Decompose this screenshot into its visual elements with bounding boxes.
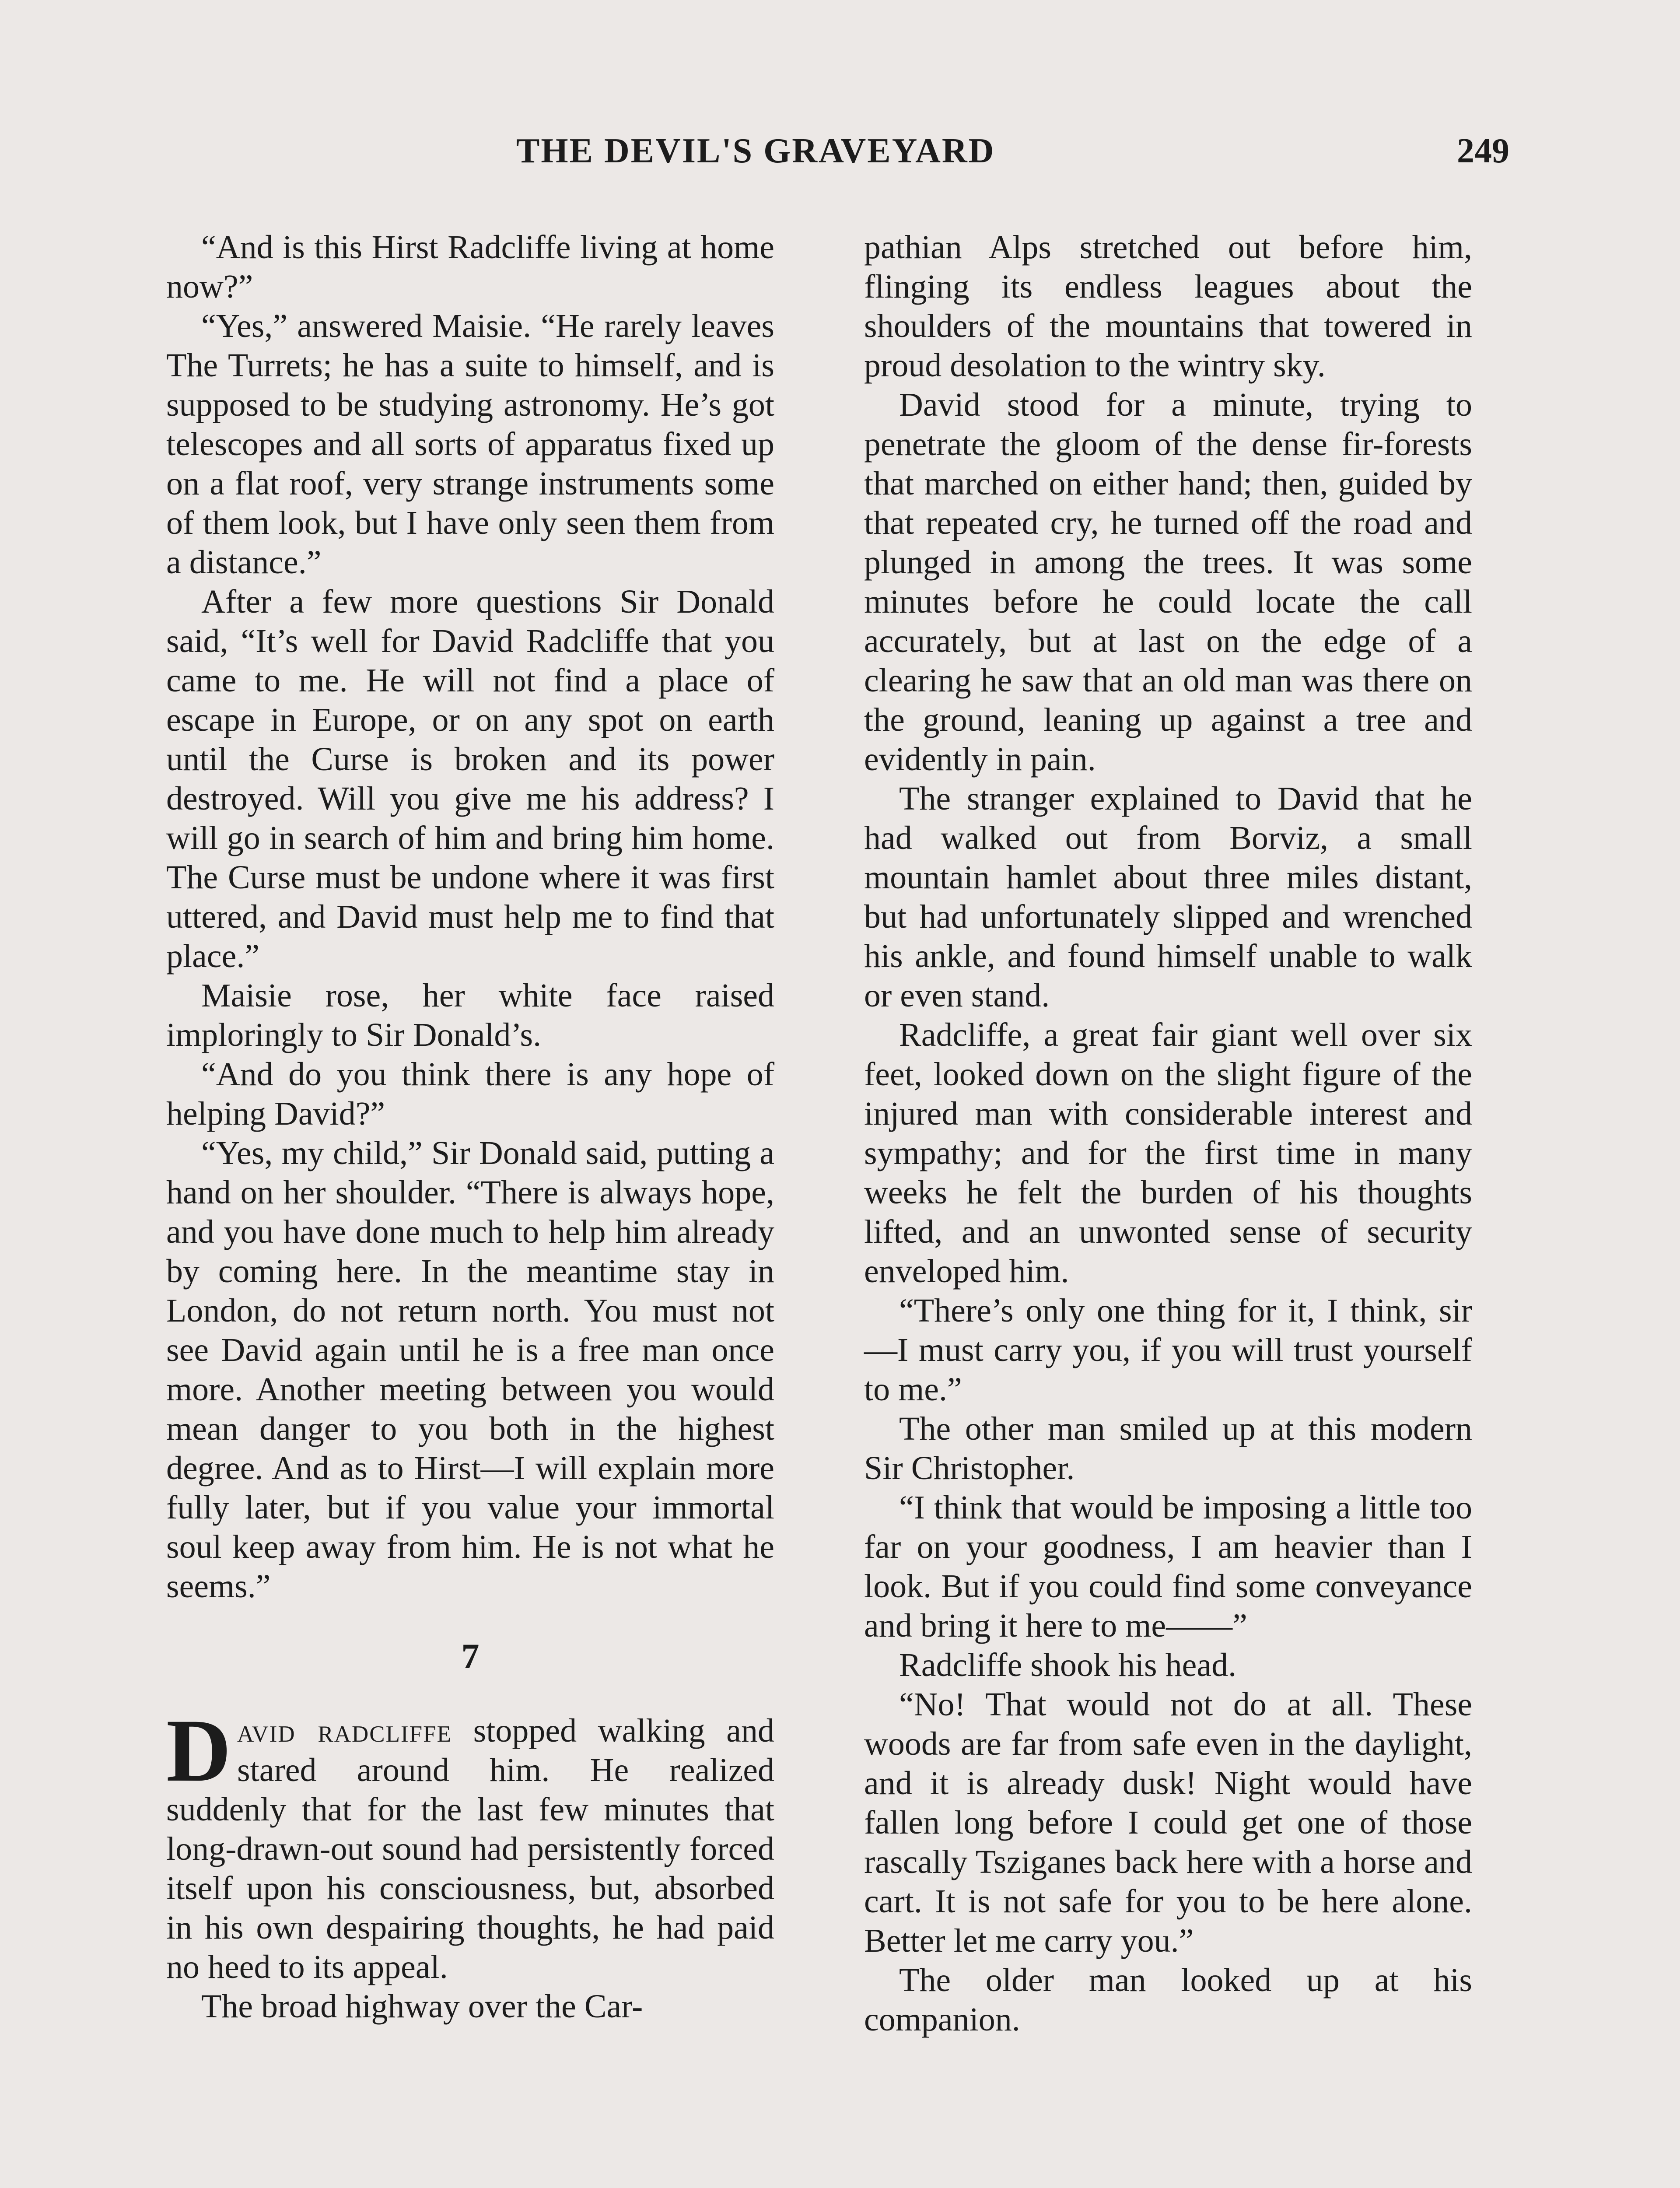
paragraph: “No! That would not do at all. These woods are far from safe even in the daylight, and it is already dusk! Night would have fallen long before I could get one of those rascally Tsziganes back here with a horse and cart. It is not safe for you to be here alone. Better let me carry you.”	[864, 1686, 1472, 1959]
paragraph: Radcliffe shook his head.	[899, 1647, 1237, 1683]
section-opening-paragraph	[166, 1701, 774, 1987]
paragraph: Radcliffe, a great fair giant well over six feet, looked down on the slight figure of the injured man with considerable interest and sympathy; and for the first time in many weeks he felt the burden of his thoughts lifted, and an unwonted sense of security enveloped him.	[864, 1017, 1472, 1290]
paragraph: “And is this Hirst Radcliffe living at home now?”	[166, 229, 774, 305]
paragraph: The older man looked up at his companion.	[864, 1962, 1472, 2038]
section-number: 7	[461, 1636, 480, 1676]
running-head: THE DEVIL'S GRAVEYARD	[516, 132, 995, 170]
page-number: 249	[1457, 132, 1509, 170]
paragraph: After a few more questions Sir Donald said, “It’s well for David Radcliffe that you came to me. He will not find a place of escape in Europe, or on any spot on earth until the Curse is broken and its power destroyed. Will you give me his address? I will go in search of him and bring him home. The Curse must be undone where it was first uttered, and David must help me to find that place.”	[166, 583, 774, 975]
paragraph: David stood for a minute, trying to penetrate the gloom of the dense fir-forests that marched on either hand; then, guided by that repeated cry, he turned off the road and plunged in among the trees. It was some minutes before he could locate the call accurately, but at last on the edge of a clearing he saw that an old man was there on the ground, leaning up against a tree and evidently in pain.	[864, 386, 1472, 778]
paragraph: The broad highway over the Car-	[201, 1988, 643, 2025]
drop-cap: D	[166, 1701, 231, 1800]
paragraph: “Yes, my child,” Sir Donald said, putting a hand on her shoulder. “There is always hope, and you have done much to help him already by coming here. In the meantime stay in London, do not return north. You must not see David again until he is a free man once more. Another meeting between you would mean danger to you both in the highest degree. And as to Hirst—I will explain more fully later, but if you value your immortal soul keep away from him. He is not what he seems.”	[166, 1135, 774, 1605]
continued-paragraph: pathian Alps stretched out before him, flinging its endless leagues about the shoulders of the mountains that towered in proud desolation to the wintry sky.	[864, 229, 1472, 384]
paragraph: “There’s only one thing for it, I think, sir—I must carry you, if you will trust yourself to me.”	[864, 1292, 1472, 1408]
paragraph: “Yes,” answered Maisie. “He rarely leaves The Turrets; he has a suite to himself, and is supposed to be studying astronomy. He’s got telescopes and all sorts of apparatus fixed up on a flat roof, very strange instruments some of them look, but I have only seen them from a distance.”	[166, 308, 774, 581]
paragraph-text: stopped walking and stared around him. He realized suddenly that for the last few minutes that long-drawn-out sound had persistently forced itself upon his consciousness, but, absorbed in his own despairing thoughts, he had paid no heed to its appeal.	[166, 1712, 774, 1985]
right-column	[864, 228, 1472, 2039]
paragraph: “And do you think there is any hope of helping David?”	[166, 1056, 774, 1132]
left-column	[166, 228, 774, 2026]
small-caps-lead: avid radcliffe	[237, 1712, 452, 1749]
paragraph: Maisie rose, her white face raised imploringly to Sir Donald’s.	[166, 977, 774, 1053]
paragraph: The other man smiled up at this modern Sir Christopher.	[864, 1410, 1472, 1487]
paragraph: The stranger explained to David that he had walked out from Borviz, a small mountain hamlet about three miles distant, but had unfortunately slipped and wrenched his ankle, and found himself unable to walk or even stand.	[864, 780, 1472, 1014]
paragraph: “I think that would be imposing a little too far on your goodness, I am heavier than I look. But if you could find some conveyance and bring it here to me——”	[864, 1489, 1472, 1644]
